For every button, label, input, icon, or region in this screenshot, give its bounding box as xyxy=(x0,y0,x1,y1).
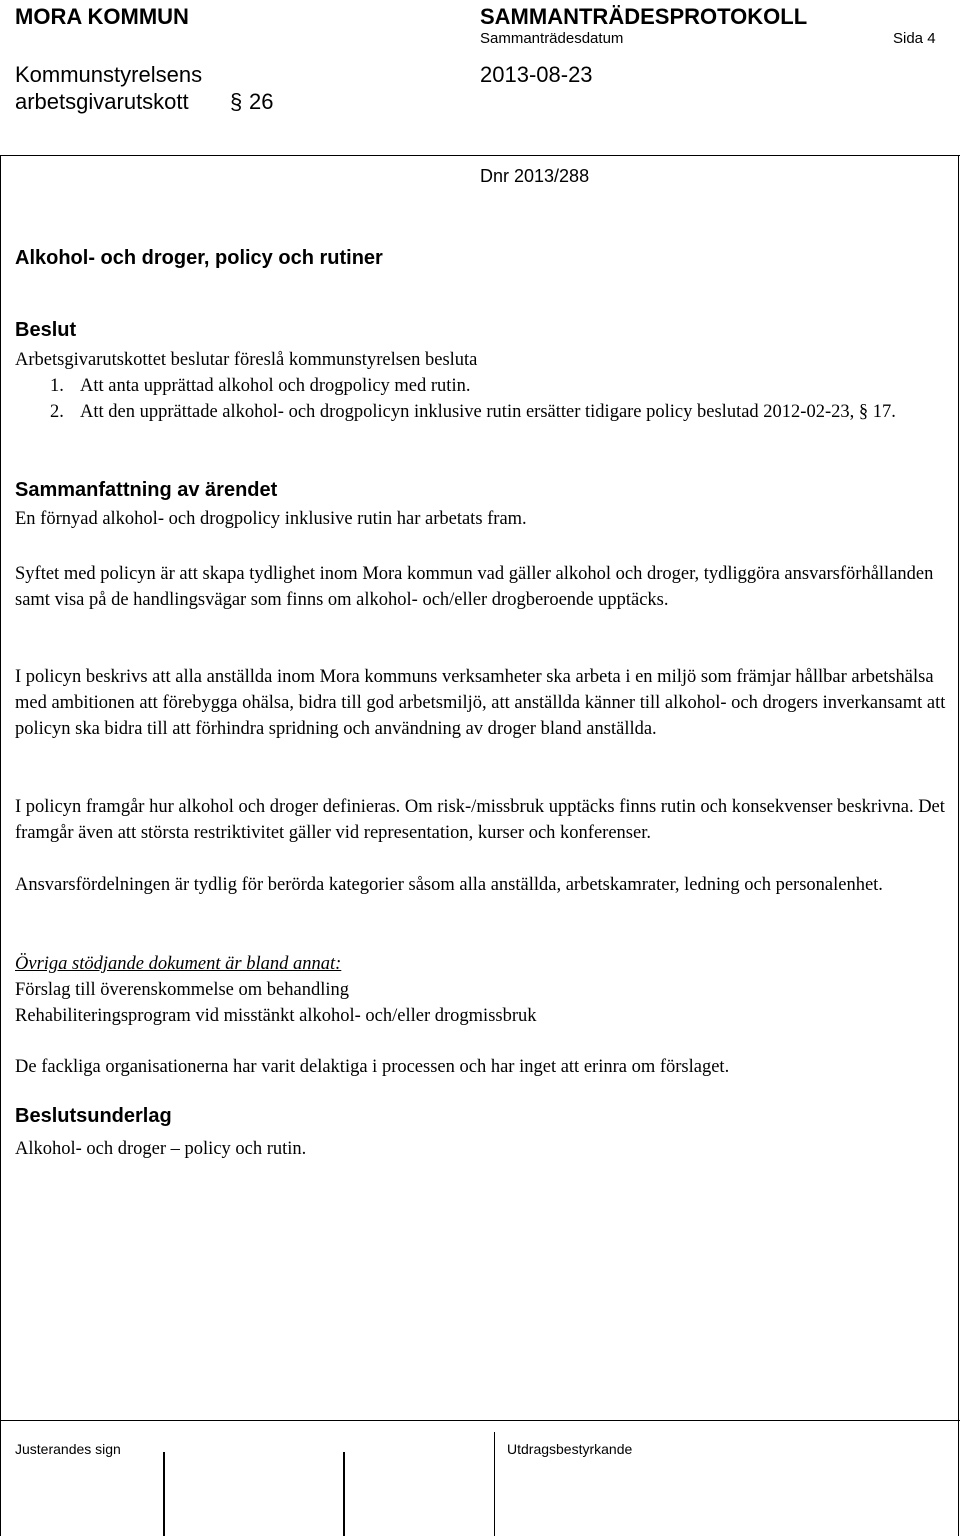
case-number: Dnr 2013/288 xyxy=(480,166,590,186)
doc-type: SAMMANTRÄDESPROTOKOLL xyxy=(480,4,808,29)
frame-left-line xyxy=(0,155,1,1420)
docs-label: Övriga stödjande dokument är bland annat: xyxy=(15,954,342,974)
date-label: Sammanträdesdatum xyxy=(480,30,624,47)
item-number: 1. xyxy=(50,376,64,396)
beslut-list xyxy=(15,373,950,425)
sammanfattning-p1: En förnyad alkohol- och drogpolicy inklusive rutin har arbetats fram. xyxy=(15,509,527,529)
org-name: MORA KOMMUN xyxy=(15,4,189,29)
beslut-intro: Arbetsgivarutskottet beslutar föreslå kommunstyrelsen besluta xyxy=(15,350,478,370)
signature-divider xyxy=(343,1452,345,1536)
page-number: Sida 4 xyxy=(893,30,936,47)
sammanfattning-p3: I policyn beskrivs att alla anställda inom Mora kommuns verksamheter ska arbeta i en miljö som främjar hållbar arbetshälsa med ambitionen att förebygga ohälsa, bidra till god arbetsmiljö, att anställda känner till alkohol- och drogers inverkansamt att policyn ska bidra till att förhindra spridning och användning av droger bland anställda. xyxy=(15,667,946,739)
signature-divider xyxy=(494,1432,495,1536)
sammanfattning-p5: Ansvarsfördelningen är tydlig för berörda kategorier såsom alla anställda, arbetskamrater, ledning och personalenhet. xyxy=(15,875,883,895)
beslutsunderlag-heading: Beslutsunderlag xyxy=(15,1105,172,1127)
signature-divider xyxy=(163,1452,165,1536)
justerandes-sign-label: Justerandes sign xyxy=(15,1441,121,1457)
beslutsunderlag-text: Alkohol- och droger – policy och rutin. xyxy=(15,1139,307,1159)
beslut-heading: Beslut xyxy=(15,319,77,341)
frame-top-line xyxy=(0,155,960,156)
paragraph-number: 26 xyxy=(249,89,274,114)
beslut-item xyxy=(15,373,950,399)
footer-right-line xyxy=(958,1420,959,1536)
meeting-date: 2013-08-23 xyxy=(480,62,593,87)
sammanfattning-heading: Sammanfattning av ärendet xyxy=(15,479,278,501)
paragraph-sign: § xyxy=(230,89,243,114)
sammanfattning-p2: Syftet med policyn är att skapa tydlighet inom Mora kommun vad gäller alkohol och droger, tydliggöra ansvarsförhållanden samt visa på de handlingsvägar som finns om alkohol- och/eller drogberoende upptäcks. xyxy=(15,564,934,610)
committee-line1: Kommunstyrelsens xyxy=(15,62,203,87)
item-number: 2. xyxy=(50,402,64,422)
utdragsbestyrkande-label: Utdragsbestyrkande xyxy=(507,1441,633,1457)
committee-line2: arbetsgivarutskott xyxy=(15,89,189,114)
beslut-item xyxy=(15,399,950,425)
frame-bottom-line xyxy=(0,1420,960,1421)
sammanfattning-p6: De fackliga organisationerna har varit delaktiga i processen och har inget att erinra om förslaget. xyxy=(15,1057,730,1077)
doc-item-1: Förslag till överenskommelse om behandling xyxy=(15,980,349,1000)
item-text: Att den upprättade alkohol- och drogpolicyn inklusive rutin ersätter tidigare policy beslutad 2012-02-23, § 17. xyxy=(80,402,896,422)
item-text: Att anta upprättad alkohol och drogpolicy med rutin. xyxy=(80,376,471,396)
case-title: Alkohol- och droger, policy och rutiner xyxy=(15,247,383,269)
sammanfattning-p4: I policyn framgår hur alkohol och droger definieras. Om risk-/missbruk upptäcks finns rutin och konsekvenser beskrivna. Det framgår även att största restriktivitet gäller vid representation, kurser och konferenser. xyxy=(15,797,945,843)
frame-right-line xyxy=(958,155,959,1420)
footer-left-line xyxy=(0,1420,1,1536)
doc-item-2: Rehabiliteringsprogram vid misstänkt alkohol- och/eller drogmissbruk xyxy=(15,1006,537,1026)
